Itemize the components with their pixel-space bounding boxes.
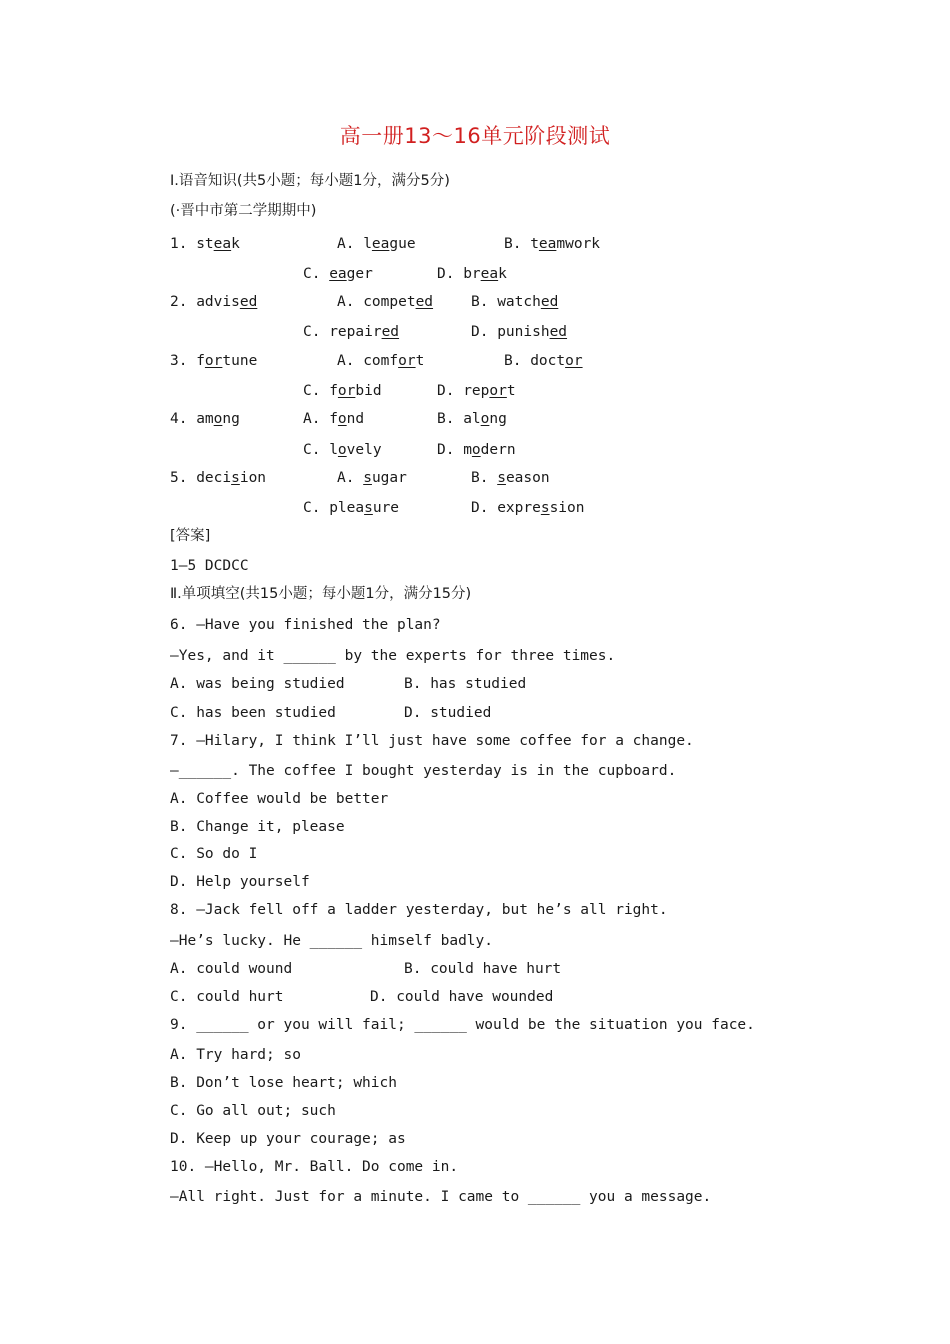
underlined-letters: ea bbox=[213, 236, 232, 252]
phonetic-q2-option-b: B. watched bbox=[471, 294, 559, 310]
underlined-letters: or bbox=[204, 353, 223, 369]
underlined-letters: s bbox=[364, 500, 373, 516]
q7-stem: 7. —Hilary, I think I’ll just have some coffee for a change. bbox=[170, 733, 694, 749]
underlined-letters: or bbox=[565, 353, 583, 369]
answer-text: 1—5 DCDCC bbox=[170, 558, 249, 574]
q8-option-a: A. could wound bbox=[170, 961, 293, 977]
phonetic-q1-stem: 1. steak bbox=[170, 236, 240, 252]
phonetic-q1-option-a: A. league bbox=[337, 236, 416, 252]
q6-reply: —Yes, and it ______ by the experts for three times. bbox=[170, 648, 616, 664]
q6-option-b: B. has studied bbox=[404, 676, 527, 692]
underlined-letters: ed bbox=[540, 294, 559, 310]
q8-stem: 8. —Jack fell off a ladder yesterday, but he’s all right. bbox=[170, 902, 668, 918]
q9-option-b: B. Don’t lose heart; which bbox=[170, 1075, 397, 1091]
q6-option-a: A. was being studied bbox=[170, 676, 345, 692]
phonetic-q4-option-a: A. fond bbox=[303, 411, 365, 427]
underlined-letters: o bbox=[213, 411, 223, 427]
phonetic-q1-option-d: D. break bbox=[437, 266, 507, 282]
phonetic-q2-option-c: C. repaired bbox=[303, 324, 400, 340]
q7-reply: —______. The coffee I bought yesterday is in the cupboard. bbox=[170, 763, 677, 779]
q9-option-c: C. Go all out; such bbox=[170, 1103, 336, 1119]
underlined-letters: ea bbox=[329, 266, 347, 282]
phonetic-q2-stem: 2. advised bbox=[170, 294, 258, 310]
phonetic-q3-option-d: D. report bbox=[437, 383, 516, 399]
phonetic-q3-stem: 3. fortune bbox=[170, 353, 258, 369]
phonetic-q5-option-c: C. pleasure bbox=[303, 500, 400, 516]
underlined-letters: ed bbox=[415, 294, 434, 310]
q7-option-a: A. Coffee would be better bbox=[170, 791, 389, 807]
phonetic-q1-option-b: B. teamwork bbox=[504, 236, 601, 252]
underlined-letters: ea bbox=[480, 266, 499, 282]
underlined-letters: or bbox=[398, 353, 416, 369]
phonetic-q2-option-d: D. punished bbox=[471, 324, 568, 340]
underlined-letters: ea bbox=[538, 236, 557, 252]
underlined-letters: o bbox=[480, 411, 490, 427]
section1-heading: Ⅰ.语音知识(共5小题；每小题1分，满分5分) bbox=[170, 173, 450, 189]
underlined-letters: o bbox=[337, 442, 347, 458]
q7-option-c: C. So do I bbox=[170, 846, 258, 862]
q6-option-c: C. has been studied bbox=[170, 705, 336, 721]
q7-option-d: D. Help yourself bbox=[170, 874, 310, 890]
underlined-letters: ed bbox=[381, 324, 400, 340]
q9-stem: 9. ______ or you will fail; ______ would be the situation you face. bbox=[170, 1017, 755, 1033]
underlined-letters: s bbox=[363, 470, 372, 486]
section2-heading: Ⅱ.单项填空(共15小题；每小题1分，满分15分) bbox=[170, 586, 472, 602]
phonetic-q5-option-b: B. season bbox=[471, 470, 550, 486]
q10-stem: 10. —Hello, Mr. Ball. Do come in. bbox=[170, 1159, 459, 1175]
phonetic-q1-option-c: C. eager bbox=[303, 266, 373, 282]
phonetic-q5-option-d: D. expression bbox=[471, 500, 585, 516]
q10-reply: —All right. Just for a minute. I came to ______ you a message. bbox=[170, 1189, 712, 1205]
phonetic-q4-option-d: D. modern bbox=[437, 442, 516, 458]
phonetic-q3-option-b: B. doctor bbox=[504, 353, 583, 369]
phonetic-q3-option-a: A. comfort bbox=[337, 353, 425, 369]
underlined-letters: or bbox=[489, 383, 507, 399]
underlined-letters: ea bbox=[371, 236, 390, 252]
underlined-letters: s bbox=[497, 470, 506, 486]
q8-option-d: D. could have wounded bbox=[370, 989, 554, 1005]
phonetic-q3-option-c: C. forbid bbox=[303, 383, 382, 399]
underlined-letters: ed bbox=[549, 324, 568, 340]
q8-reply: —He’s lucky. He ______ himself badly. bbox=[170, 933, 494, 949]
underlined-letters: s bbox=[231, 470, 240, 486]
underlined-letters: o bbox=[337, 411, 347, 427]
phonetic-q4-option-b: B. along bbox=[437, 411, 507, 427]
q9-option-d: D. Keep up your courage; as bbox=[170, 1131, 406, 1147]
section1-source: (·晋中市第二学期期中) bbox=[170, 203, 317, 219]
phonetic-q4-option-c: C. lovely bbox=[303, 442, 382, 458]
q9-option-a: A. Try hard; so bbox=[170, 1047, 301, 1063]
q8-option-b: B. could have hurt bbox=[404, 961, 562, 977]
phonetic-q4-stem: 4. among bbox=[170, 411, 240, 427]
q8-option-c: C. could hurt bbox=[170, 989, 284, 1005]
q6-stem: 6. —Have you finished the plan? bbox=[170, 617, 441, 633]
underlined-letters: s bbox=[540, 500, 550, 516]
phonetic-q5-option-a: A. sugar bbox=[337, 470, 407, 486]
underlined-letters: o bbox=[471, 442, 481, 458]
underlined-letters: or bbox=[337, 383, 356, 399]
phonetic-q5-stem: 5. decision bbox=[170, 470, 267, 486]
q7-option-b: B. Change it, please bbox=[170, 819, 345, 835]
phonetic-q2-option-a: A. competed bbox=[337, 294, 434, 310]
answer-label: [答案] bbox=[170, 528, 211, 544]
q6-option-d: D. studied bbox=[404, 705, 492, 721]
underlined-letters: ed bbox=[239, 294, 258, 310]
page-title: 高一册13～16单元阶段测试 bbox=[339, 124, 611, 148]
